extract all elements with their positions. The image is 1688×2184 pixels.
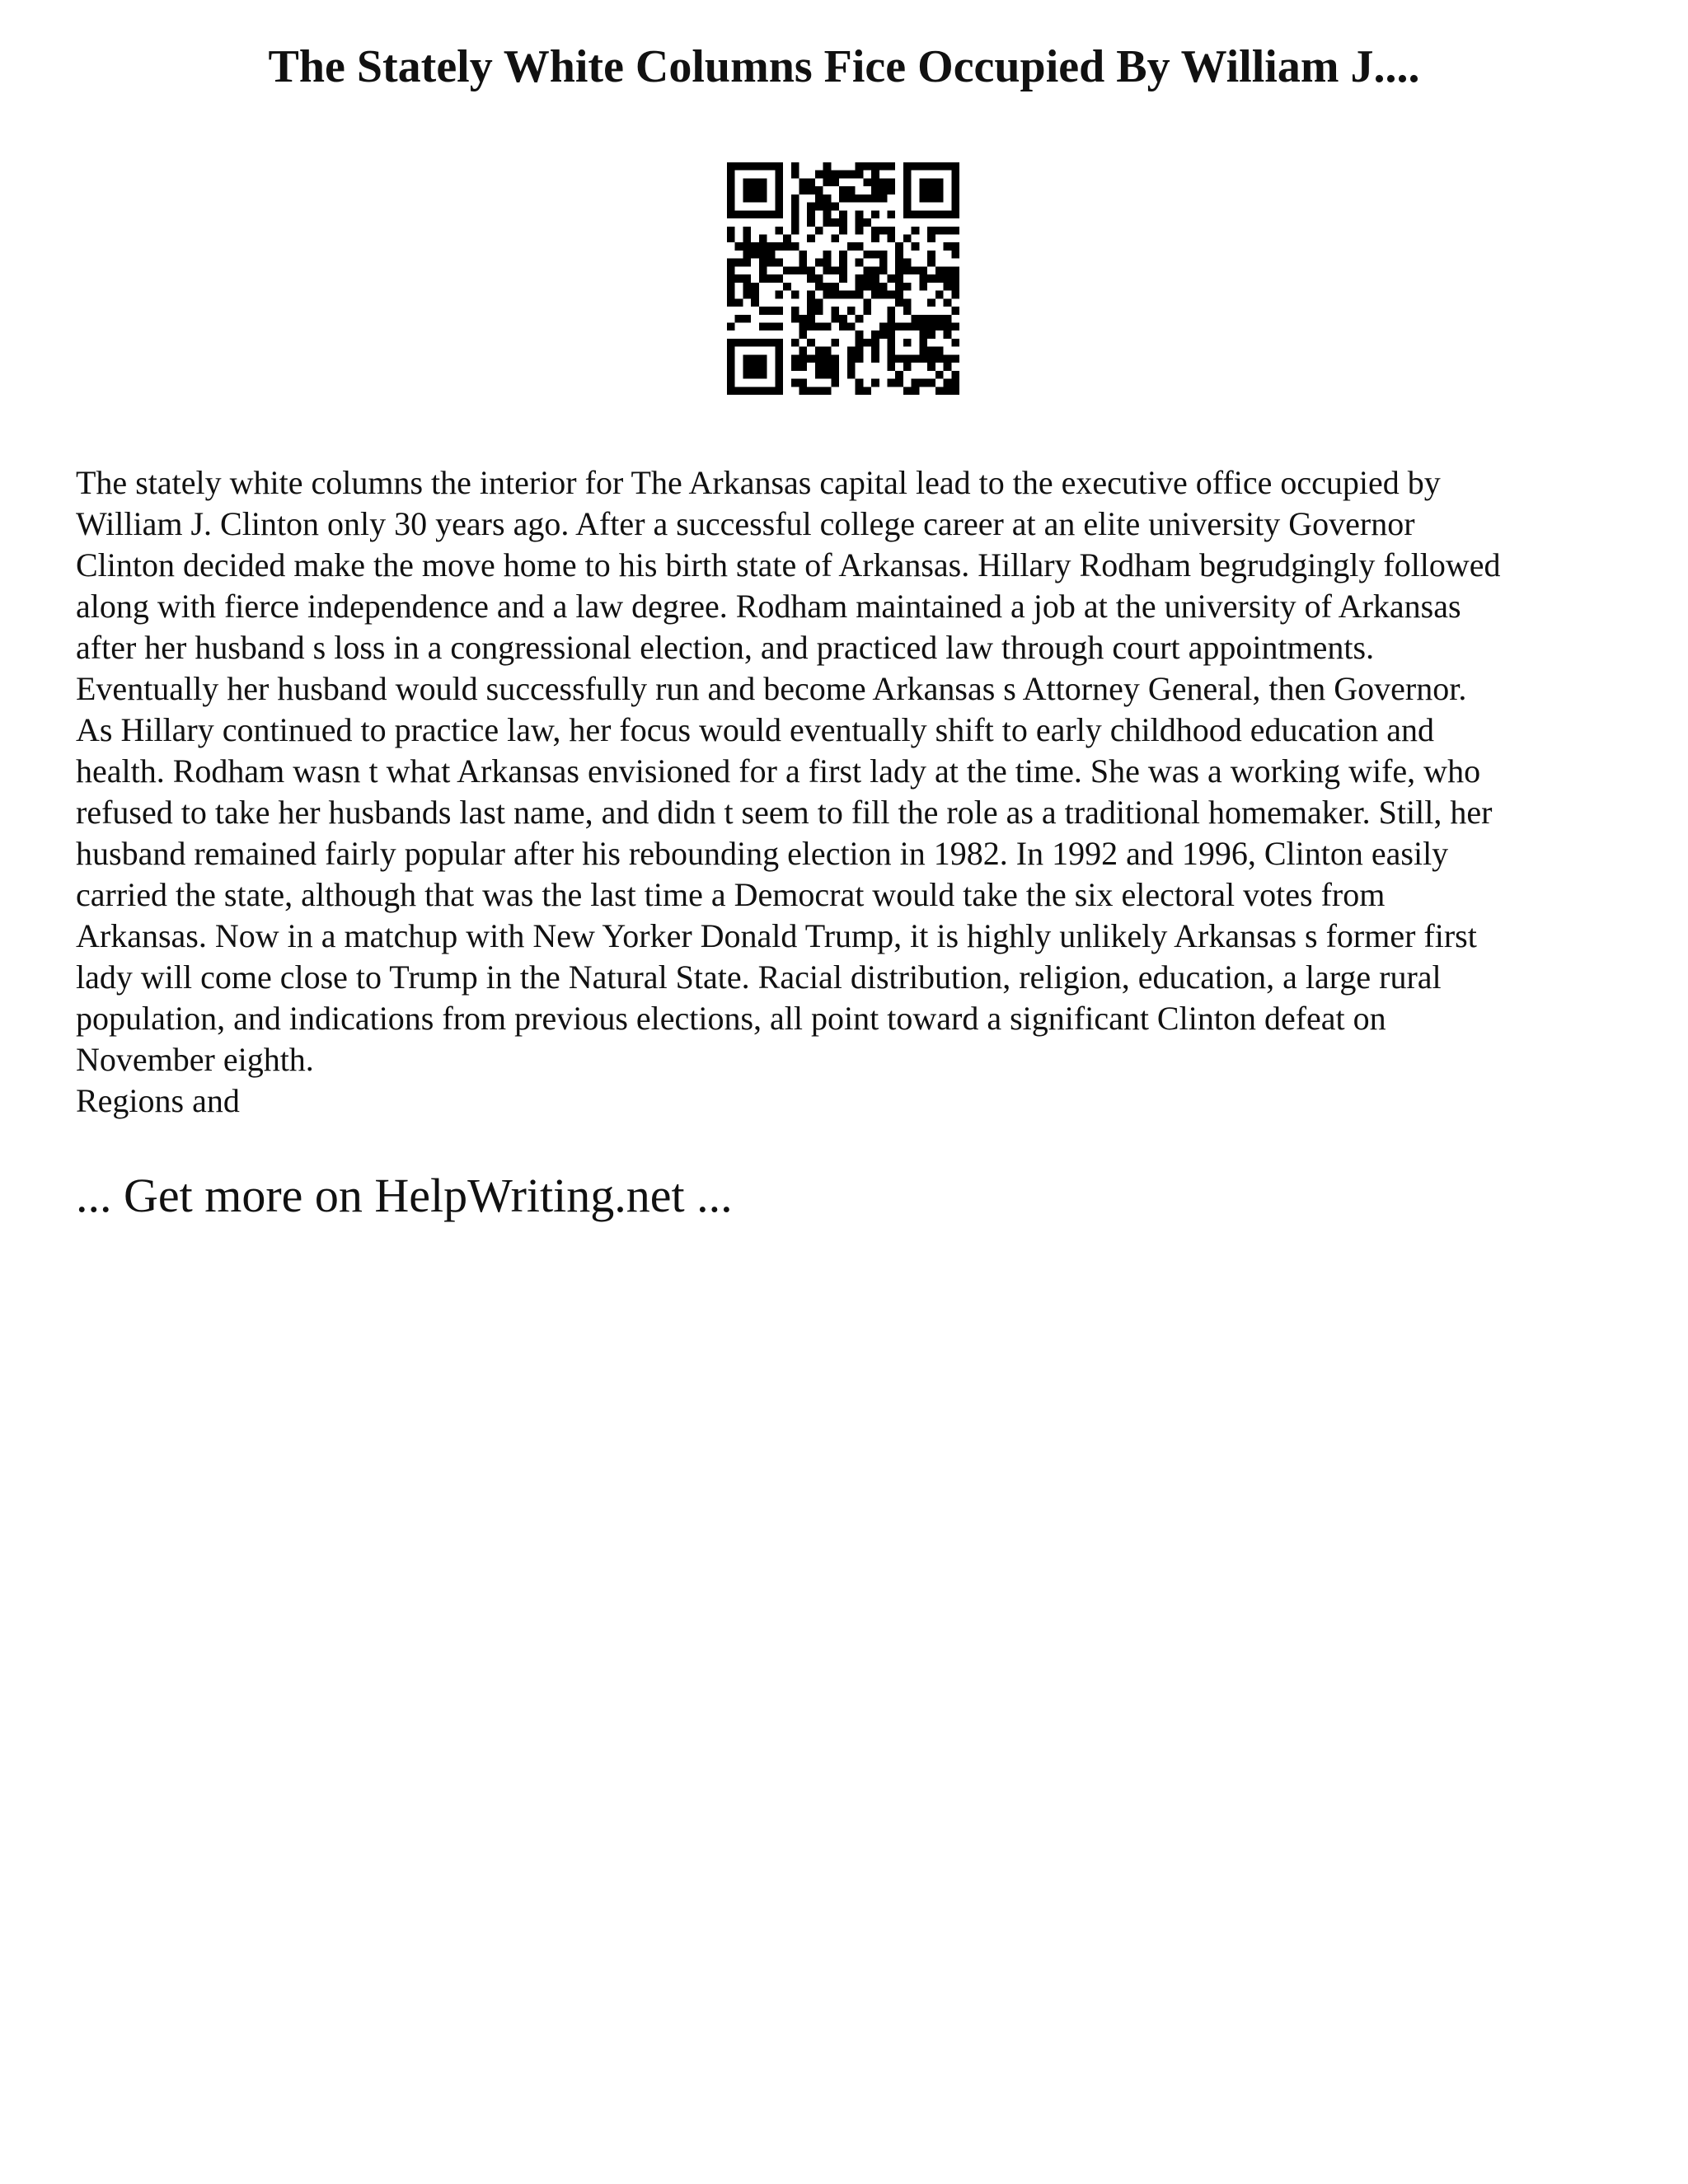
qr-code-icon — [727, 162, 959, 395]
article-body: The stately white columns the interior for The Arkansas capital lead to the executive office occupied by William J. Clinton only 30 years ago. After a successful college career at an elite university Governor Clinton decided make the move home to his birth state of Arkansas. Hillary Rodham begrudgingly followed along with fierce independence and a law degree. Rodham maintained a job at the university of Arkansas after her husband s loss in a congressional election, and practiced law through court appointments. Eventually her husband would successfully run and become Arkansas s Attorney General, then Governor. As Hillary continued to practice law, her focus would eventually shift to early childhood education and health. Rodham wasn t what Arkansas envisioned for a first lady at the time. She was a working wife, who refused to take her husbands last name, and didn t seem to fill the role as a traditional homemaker. Still, her husband remained fairly popular after his rebounding election in 1982. In 1992 and 1996, Clinton easily carried the state, although that was the last time a Democrat would take the six electoral votes from Arkansas. Now in a matchup with New Yorker Donald Trump, it is highly unlikely Arkansas s former first lady will come close to Trump in the Natural State. Racial distribution, religion, education, a large rural population, and indications from previous elections, all point toward a significant Clinton defeat on November eighth. Regions and — [76, 464, 1501, 1119]
qr-code-graphic — [727, 162, 959, 395]
get-more-link[interactable]: ... Get more on HelpWriting.net ... — [76, 1169, 733, 1222]
page-title: The Stately White Columns Fice Occupied By William J.... — [268, 41, 1420, 92]
